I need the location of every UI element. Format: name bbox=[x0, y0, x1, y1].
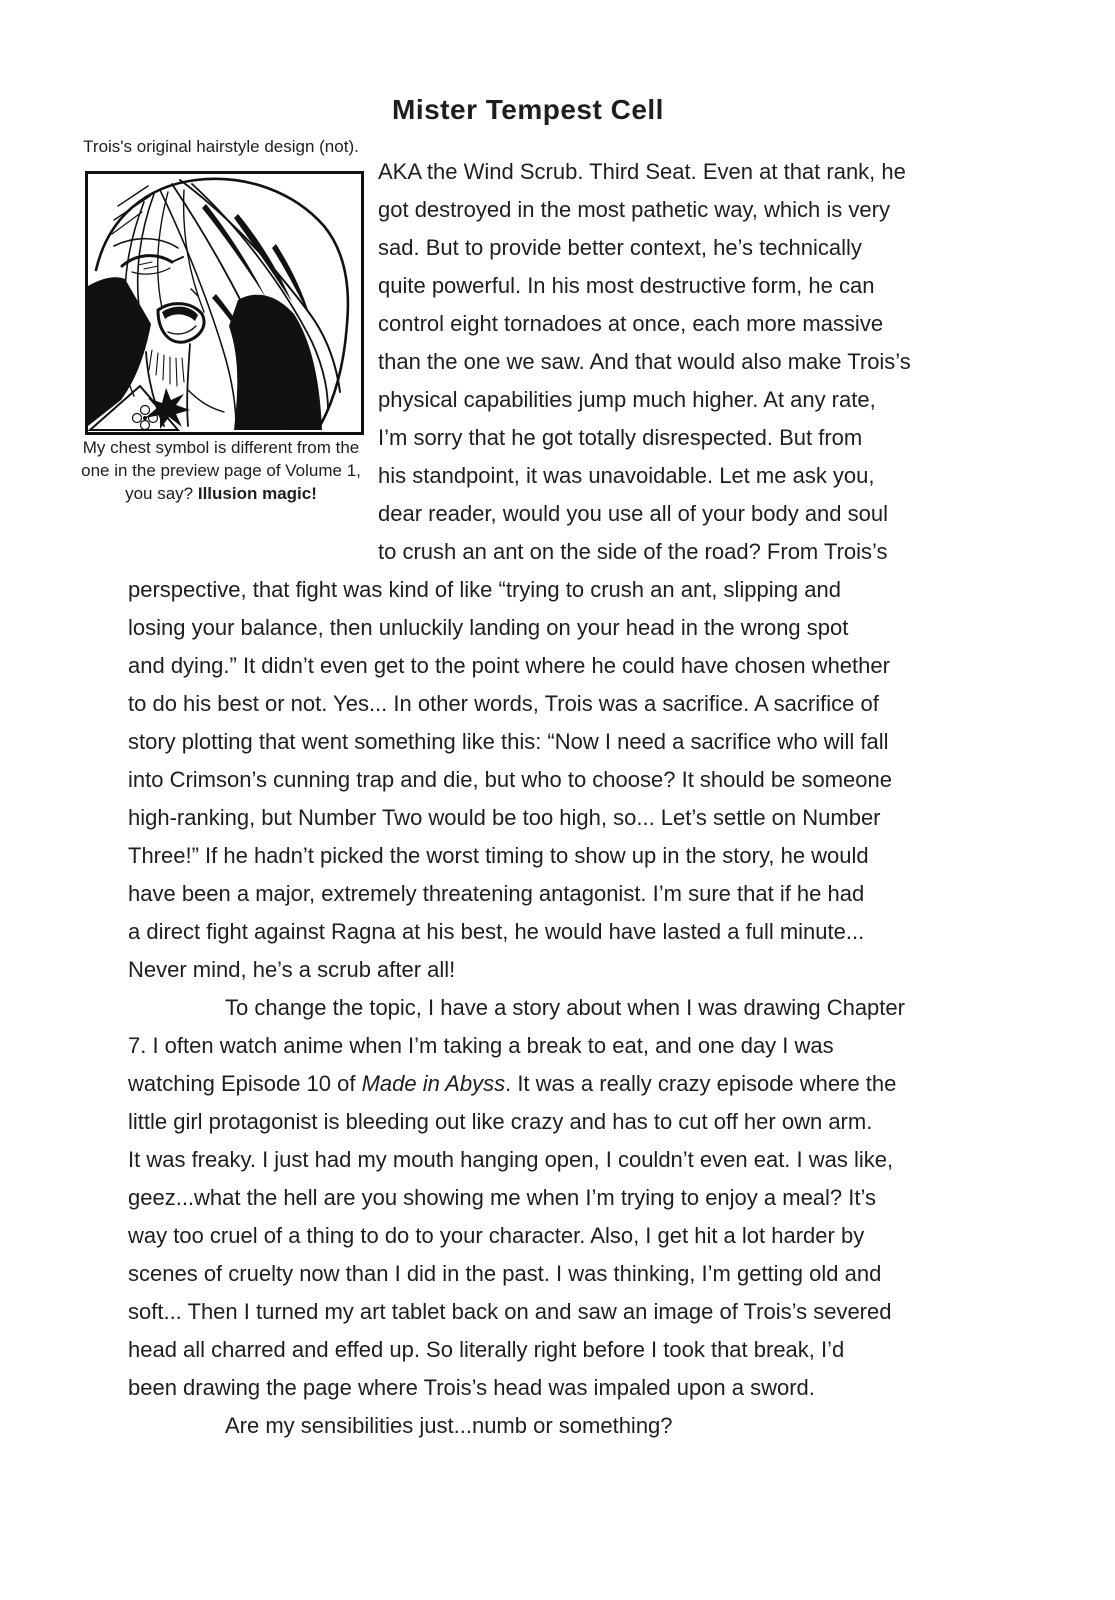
text-line bbox=[0, 191, 1115, 229]
text-segment: . It was a really crazy episode where the bbox=[505, 1071, 897, 1096]
text-segment: you say? bbox=[125, 484, 198, 503]
text-line bbox=[0, 685, 1115, 723]
figure-caption-top: Trois's original hairstyle design (not). bbox=[83, 137, 359, 156]
text-segment: watching Episode 10 of bbox=[128, 1071, 362, 1096]
text-line bbox=[0, 1293, 1115, 1331]
text-segment: got destroyed in the most pathetic way, which is very bbox=[378, 197, 890, 222]
text-line bbox=[0, 647, 1115, 685]
text-segment: It was freaky. I just had my mouth hanging open, I couldn’t even eat. I was like, bbox=[128, 1147, 894, 1172]
text-line bbox=[0, 1065, 1115, 1103]
text-segment: scenes of cruelty now than I did in the past. I was thinking, I’m getting old and bbox=[128, 1261, 882, 1286]
text-segment: and dying.” It didn’t even get to the point where he could have chosen whether bbox=[128, 653, 890, 678]
text-line bbox=[0, 1407, 1115, 1445]
text-line bbox=[0, 381, 1115, 419]
text-segment: dear reader, would you use all of your body and soul bbox=[378, 501, 888, 526]
text-segment: 7. I often watch anime when I’m taking a break to eat, and one day I was bbox=[128, 1033, 834, 1058]
text-segment: perspective, that fight was kind of like “trying to crush an ant, slipping and bbox=[128, 577, 841, 602]
text-segment: way too cruel of a thing to do to your character. Also, I get hit a lot harder by bbox=[128, 1223, 865, 1248]
text-segment: into Crimson’s cunning trap and die, but who to choose? It should be someone bbox=[128, 767, 892, 792]
text-line bbox=[0, 989, 1115, 1027]
text-segment: Are my sensibilities just...numb or something? bbox=[225, 1413, 673, 1438]
text-segment: I’m sorry that he got totally disrespected. But from bbox=[378, 425, 863, 450]
text-segment: high-ranking, but Number Two would be too high, so... Let’s settle on Number bbox=[128, 805, 881, 830]
text-line bbox=[0, 609, 1115, 647]
text-segment: have been a major, extremely threatening antagonist. I’m sure that if he had bbox=[128, 881, 865, 906]
text-line bbox=[0, 267, 1115, 305]
text-line bbox=[0, 571, 1115, 609]
text-line bbox=[0, 1179, 1115, 1217]
text-segment: My chest symbol is different from the bbox=[82, 438, 360, 457]
text-line bbox=[0, 1217, 1115, 1255]
text-line bbox=[0, 533, 1115, 571]
text-line bbox=[0, 495, 1115, 533]
text-line bbox=[0, 419, 1115, 457]
text-segment: sad. But to provide better context, he’s technically bbox=[378, 235, 862, 260]
text-segment: his standpoint, it was unavoidable. Let me ask you, bbox=[378, 463, 875, 488]
text-segment: little girl protagonist is bleeding out like crazy and has to cut off her own arm. bbox=[128, 1109, 873, 1134]
text-segment: Never mind, he’s a scrub after all! bbox=[128, 957, 456, 982]
text-line bbox=[0, 1255, 1115, 1293]
text-line bbox=[0, 837, 1115, 875]
text-line bbox=[0, 305, 1115, 343]
text-segment: Three!” If he hadn’t picked the worst timing to show up in the story, he would bbox=[128, 843, 869, 868]
text-segment: Made in Abyss bbox=[361, 1071, 506, 1096]
text-line bbox=[0, 1369, 1115, 1407]
text-segment: geez...what the hell are you showing me when I’m trying to enjoy a meal? It’s bbox=[128, 1185, 876, 1210]
text-segment: story plotting that went something like this: “Now I need a sacrifice who will fall bbox=[128, 729, 889, 754]
text-segment: Illusion magic! bbox=[197, 484, 317, 503]
page-title: Mister Tempest Cell bbox=[392, 94, 664, 125]
text-segment: to crush an ant on the side of the road? From Trois’s bbox=[378, 539, 888, 564]
text-segment: than the one we saw. And that would also make Trois’s bbox=[378, 349, 911, 374]
text-line bbox=[0, 1331, 1115, 1369]
text-segment: to do his best or not. Yes... In other words, Trois was a sacrifice. A sacrifice of bbox=[128, 691, 879, 716]
text-line bbox=[0, 799, 1115, 837]
text-segment: losing your balance, then unluckily landing on your head in the wrong spot bbox=[128, 615, 849, 640]
text-segment: been drawing the page where Trois’s head was impaled upon a sword. bbox=[128, 1375, 815, 1400]
text-segment: head all charred and effed up. So literally right before I took that break, I’d bbox=[128, 1337, 845, 1362]
text-line bbox=[0, 723, 1115, 761]
text-segment: control eight tornadoes at once, each more massive bbox=[378, 311, 884, 336]
text-segment: soft... Then I turned my art tablet back on and saw an image of Trois’s severed bbox=[128, 1299, 892, 1324]
text-line bbox=[0, 951, 1115, 989]
text-segment: quite powerful. In his most destructive form, he can bbox=[378, 273, 875, 298]
text-segment: To change the topic, I have a story about when I was drawing Chapter bbox=[225, 995, 905, 1020]
text-line bbox=[0, 761, 1115, 799]
text-segment: physical capabilities jump much higher. At any rate, bbox=[378, 387, 876, 412]
text-line bbox=[0, 457, 1115, 495]
text-segment: one in the preview page of Volume 1, bbox=[81, 461, 361, 480]
text-line bbox=[0, 153, 1115, 191]
text-line bbox=[0, 1141, 1115, 1179]
text-line bbox=[0, 875, 1115, 913]
text-line bbox=[0, 1027, 1115, 1065]
text-line bbox=[0, 343, 1115, 381]
text-segment: AKA the Wind Scrub. Third Seat. Even at that rank, he bbox=[378, 159, 906, 184]
commentary-text bbox=[0, 153, 1115, 1445]
text-line bbox=[0, 229, 1115, 267]
text-line bbox=[0, 1103, 1115, 1141]
text-segment: a direct fight against Ragna at his best, he would have lasted a full minute... bbox=[128, 919, 865, 944]
text-line bbox=[0, 913, 1115, 951]
